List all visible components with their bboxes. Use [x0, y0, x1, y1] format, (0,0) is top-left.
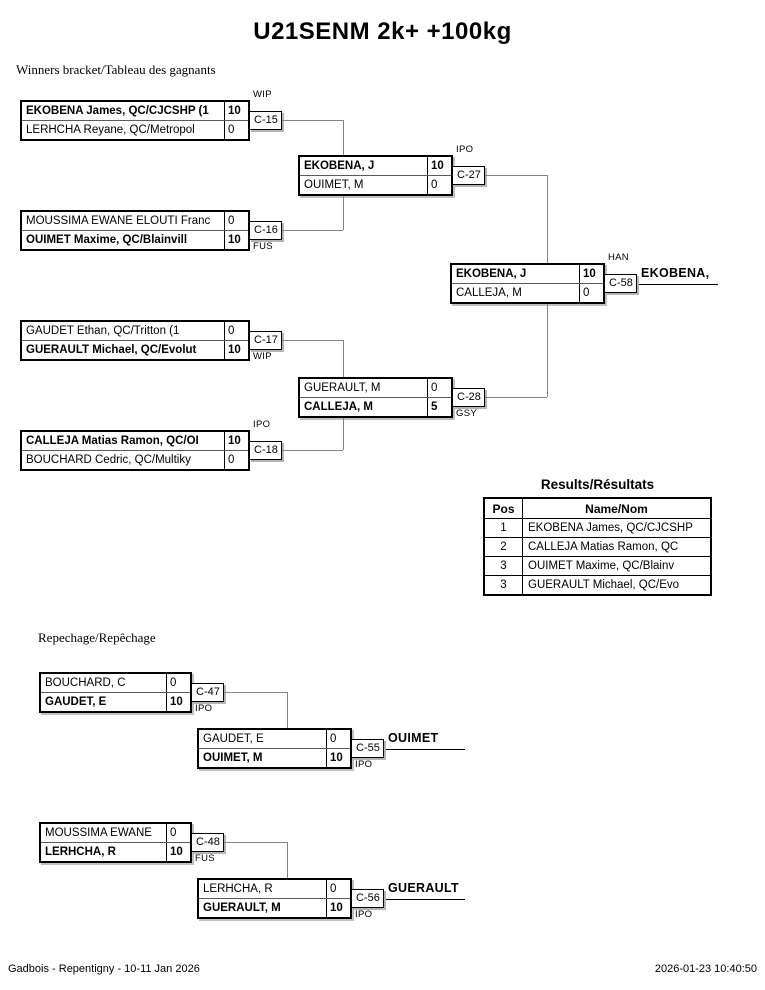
match-c-55	[197, 728, 352, 769]
win-method-label: GSY	[456, 408, 477, 419]
match-number-tag: C-47	[191, 683, 224, 702]
win-method-label: IPO	[253, 419, 271, 430]
player-name: OUIMET, M	[203, 752, 263, 764]
advancing-winner-line	[386, 749, 465, 750]
player-score: 10	[427, 157, 451, 175]
results-header-row	[484, 498, 711, 519]
result-position: 2	[484, 538, 523, 557]
match-number-tag: C-58	[604, 274, 637, 293]
results-header-name: Name/Nom	[523, 498, 712, 519]
results-title: Results/Résultats	[540, 477, 655, 492]
bracket-connector	[343, 196, 344, 230]
bracket-connector	[224, 692, 287, 693]
results-row	[484, 519, 711, 538]
player-name: OUIMET Maxime, QC/Blainvill	[26, 234, 188, 246]
results-header-pos: Pos	[484, 498, 523, 519]
player-score: 10	[224, 231, 248, 249]
player-score: 0	[326, 880, 350, 898]
player-name: LERHCHA, R	[203, 883, 273, 895]
match-number-tag: C-16	[249, 221, 282, 240]
repechage-label: Repechage/Repêchage	[38, 630, 156, 645]
match-number-tag: C-15	[249, 111, 282, 130]
player-row	[300, 157, 451, 176]
event-info: Gadbois - Repentigny - 10-11 Jan 2026	[8, 963, 200, 975]
bracket-connector	[224, 842, 287, 843]
player-name: EKOBENA, J	[456, 268, 527, 280]
player-name: EKOBENA James, QC/CJCSHP (1	[26, 105, 209, 117]
player-name: CALLEJA, M	[456, 287, 522, 299]
result-name: OUIMET Maxime, QC/Blainv	[523, 557, 712, 576]
player-score: 0	[166, 674, 190, 692]
match-c-56	[197, 878, 352, 919]
result-position: 1	[484, 519, 523, 538]
match-c-47	[39, 672, 192, 713]
player-score: 0	[224, 322, 248, 340]
match-number-tag: C-27	[452, 166, 485, 185]
win-method-label: IPO	[456, 144, 474, 155]
bracket-connector	[343, 120, 344, 155]
player-name: LERHCHA Reyane, QC/Metropol	[26, 124, 195, 136]
match-number-tag: C-18	[249, 441, 282, 460]
player-score: 0	[427, 379, 451, 397]
player-name: LERHCHA, R	[45, 846, 116, 858]
player-row	[41, 843, 190, 861]
player-score: 10	[224, 341, 248, 359]
player-score: 10	[166, 843, 190, 861]
page-title: U21SENM 2k+ +100kg	[253, 18, 512, 45]
win-method-label: IPO	[355, 909, 373, 920]
player-score: 5	[427, 398, 451, 416]
player-row	[41, 693, 190, 711]
match-number-tag: C-48	[191, 833, 224, 852]
player-name: GAUDET, E	[45, 696, 107, 708]
result-name: EKOBENA James, QC/CJCSHP	[523, 519, 712, 538]
result-position: 3	[484, 557, 523, 576]
win-method-label: WIP	[253, 351, 272, 362]
player-score: 0	[326, 730, 350, 748]
bracket-connector	[287, 692, 288, 728]
player-row	[199, 730, 350, 749]
player-score: 10	[326, 899, 350, 917]
player-row	[22, 341, 248, 359]
win-method-label: FUS	[253, 241, 273, 252]
player-row	[22, 212, 248, 231]
player-row	[22, 231, 248, 249]
player-name: GAUDET Ethan, QC/Tritton (1	[26, 325, 180, 337]
player-name: EKOBENA, J	[304, 160, 375, 172]
player-row	[22, 322, 248, 341]
player-row	[22, 121, 248, 139]
player-name: GUERAULT, M	[304, 382, 381, 394]
player-score: 0	[224, 451, 248, 469]
bracket-connector	[282, 230, 343, 231]
match-c-17	[20, 320, 250, 361]
player-score: 0	[579, 284, 603, 302]
player-score: 0	[427, 176, 451, 194]
advancing-winner-line	[386, 899, 465, 900]
match-number-tag: C-17	[249, 331, 282, 350]
player-name: OUIMET, M	[304, 179, 364, 191]
match-number-tag: C-28	[452, 388, 485, 407]
match-c-48	[39, 822, 192, 863]
player-row	[41, 674, 190, 693]
bracket-connector	[282, 450, 343, 451]
player-row	[300, 176, 451, 194]
player-row	[452, 265, 603, 284]
win-method-label: IPO	[195, 703, 213, 714]
player-row	[22, 451, 248, 469]
player-name: BOUCHARD Cedric, QC/Multiky	[26, 454, 191, 466]
player-row	[300, 398, 451, 416]
win-method-label: WIP	[253, 89, 272, 100]
player-score: 10	[166, 693, 190, 711]
bracket-connector	[343, 340, 344, 377]
match-c-27	[298, 155, 453, 196]
bracket-connector	[547, 175, 548, 263]
match-c-58	[450, 263, 605, 304]
player-row	[199, 749, 350, 767]
player-name: GUERAULT, M	[203, 902, 281, 914]
player-row	[22, 102, 248, 121]
player-row	[22, 432, 248, 451]
player-score: 10	[579, 265, 603, 283]
player-score: 10	[224, 432, 248, 450]
match-c-28	[298, 377, 453, 418]
print-timestamp: 2026-01-23 10:40:50	[654, 963, 757, 975]
winners-bracket-label: Winners bracket/Tableau des gagnants	[16, 62, 216, 77]
player-row	[199, 899, 350, 917]
player-row	[199, 880, 350, 899]
bracket-connector	[485, 397, 547, 398]
win-method-label: IPO	[355, 759, 373, 770]
advancing-winner-label: GUERAULT	[388, 881, 459, 895]
player-score: 0	[224, 121, 248, 139]
win-method-label: FUS	[195, 853, 215, 864]
player-score: 10	[224, 102, 248, 120]
bracket-connector	[282, 120, 343, 121]
results-table	[483, 497, 712, 596]
match-number-tag: C-56	[351, 889, 384, 908]
bracket-connector	[282, 340, 343, 341]
result-name: GUERAULT Michael, QC/Evo	[523, 576, 712, 596]
player-row	[41, 824, 190, 843]
advancing-winner-line	[639, 284, 718, 285]
player-name: GAUDET, E	[203, 733, 264, 745]
player-row	[300, 379, 451, 398]
results-row	[484, 557, 711, 576]
player-score: 0	[166, 824, 190, 842]
match-number-tag: C-55	[351, 739, 384, 758]
player-name: GUERAULT Michael, QC/Evolut	[26, 344, 197, 356]
player-score: 10	[326, 749, 350, 767]
results-row	[484, 538, 711, 557]
player-name: MOUSSIMA EWANE ELOUTI Franc	[26, 215, 211, 227]
player-name: BOUCHARD, C	[45, 677, 126, 689]
player-name: CALLEJA Matias Ramon, QC/OI	[26, 435, 199, 447]
bracket-connector	[287, 842, 288, 878]
player-name: CALLEJA, M	[304, 401, 373, 413]
player-row	[452, 284, 603, 302]
bracket-connector	[343, 418, 344, 450]
player-name: MOUSSIMA EWANE	[45, 827, 152, 839]
advancing-winner-label: OUIMET	[388, 731, 439, 745]
match-c-15	[20, 100, 250, 141]
win-method-label: HAN	[608, 252, 629, 263]
bracket-connector	[547, 304, 548, 397]
bracket-connector	[485, 175, 547, 176]
match-c-16	[20, 210, 250, 251]
result-position: 3	[484, 576, 523, 596]
advancing-winner-label: EKOBENA,	[641, 266, 710, 280]
results-row	[484, 576, 711, 596]
result-name: CALLEJA Matias Ramon, QC	[523, 538, 712, 557]
match-c-18	[20, 430, 250, 471]
player-score: 0	[224, 212, 248, 230]
